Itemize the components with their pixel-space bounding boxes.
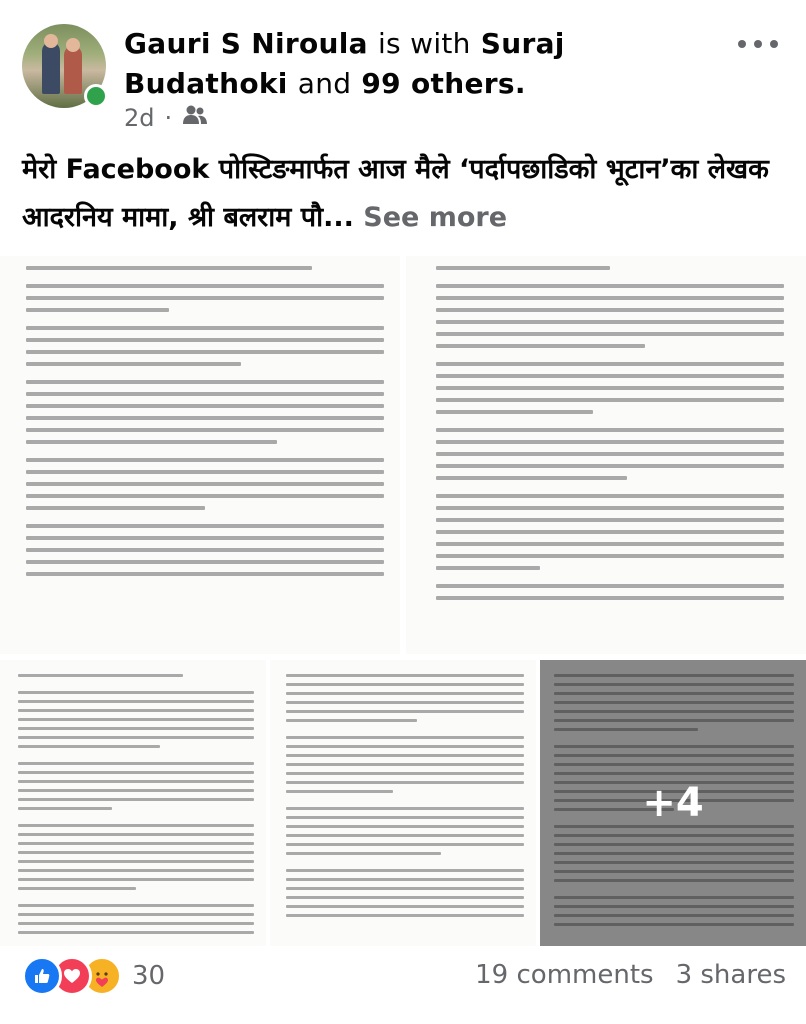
- friends-icon: [182, 104, 208, 132]
- author-name[interactable]: Gauri S Niroula: [124, 27, 368, 60]
- tagged-others-link[interactable]: 99 others.: [361, 67, 526, 100]
- post-title: [124, 24, 724, 104]
- engagement-stats: [475, 960, 786, 990]
- post-header: [0, 0, 806, 150]
- shares-count-link[interactable]: 3 shares: [675, 960, 786, 990]
- reactions-summary[interactable]: [22, 956, 165, 996]
- post-body: मेरो Facebook पोस्टिङमार्फत आज मैले ‘पर्दापछाडिको भूटान’का लेखक आदरनिय मामा, श्री बलराम पौ...: [22, 154, 769, 233]
- post-text: [22, 146, 792, 242]
- photo-document-page-2[interactable]: [406, 256, 806, 654]
- more-photos-count: +4: [642, 780, 704, 826]
- comments-count-link[interactable]: 19 comments: [475, 960, 654, 990]
- post-meta: 2d ·: [124, 104, 208, 132]
- like-reaction-icon: [22, 956, 62, 996]
- more-options-icon[interactable]: [738, 34, 786, 54]
- tagged-person[interactable]: Suraj Budathoki: [124, 27, 565, 100]
- more-photos-overlay[interactable]: [540, 660, 806, 946]
- engagement-bar: [0, 950, 806, 1024]
- post-time[interactable]: 2d: [124, 104, 155, 132]
- photo-document-page-4[interactable]: [270, 660, 536, 946]
- with-text: is with: [377, 27, 471, 60]
- photo-document-page-1[interactable]: [0, 256, 400, 654]
- reaction-count: 30: [132, 961, 166, 991]
- photo-document-page-3[interactable]: [0, 660, 266, 946]
- and-text: and: [297, 67, 352, 100]
- see-more-link[interactable]: See more: [363, 202, 508, 233]
- online-status-indicator: [84, 84, 108, 108]
